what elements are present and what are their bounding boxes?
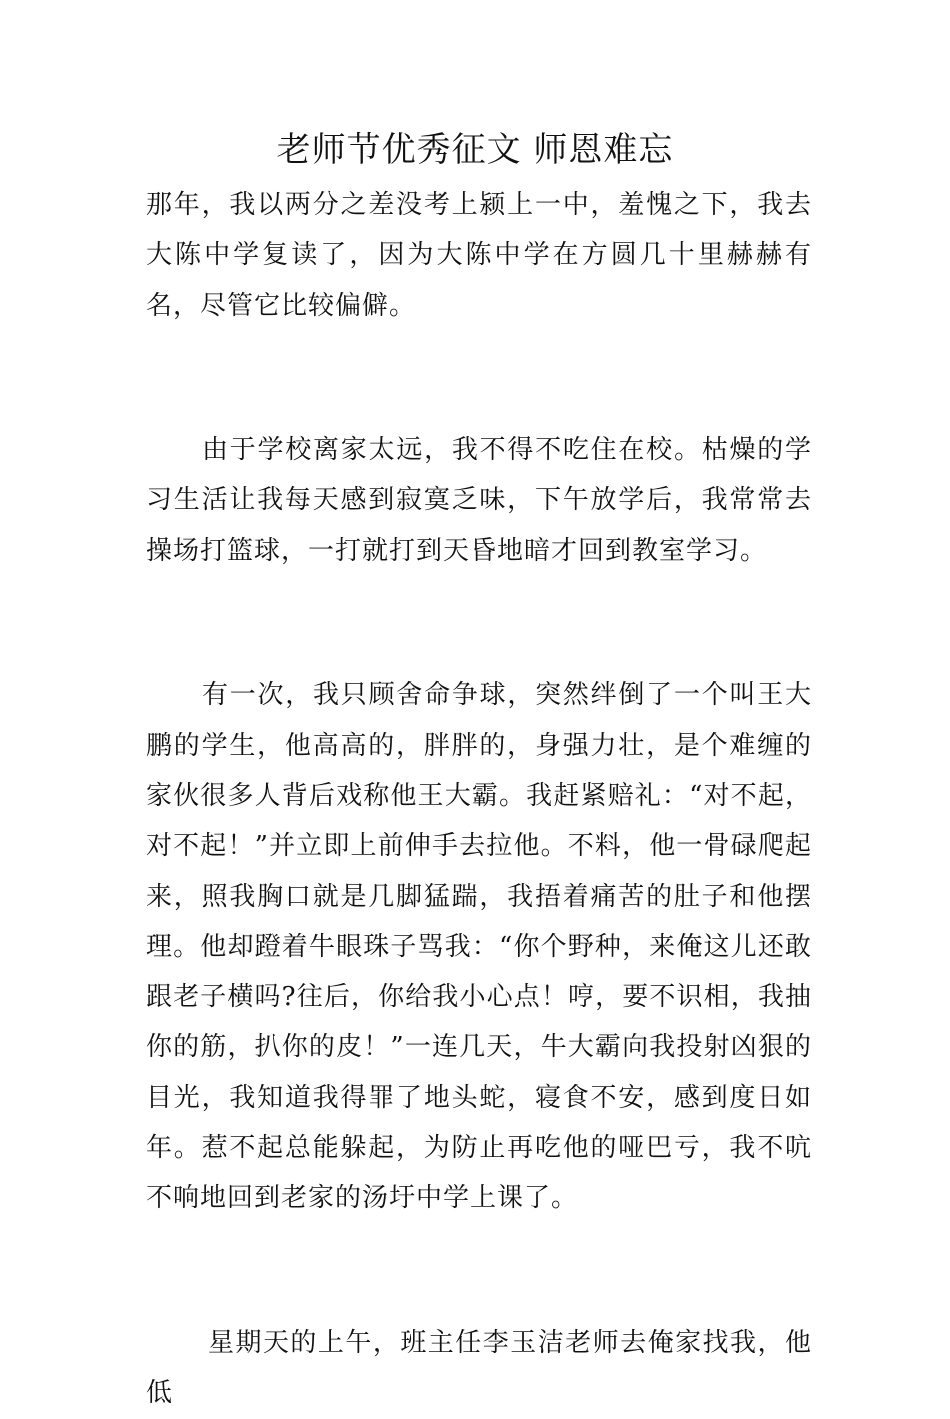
paragraph-gap	[146, 1268, 812, 1318]
paragraph-gap	[146, 375, 812, 425]
document-body	[146, 180, 812, 1419]
paragraph-2: 由于学校离家太远，我不得不吃住在校。枯燥的学习生活让我每天感到寂寞乏味，下午放学后，我常常去操场打篮球，一打就打到天昏地暗才回到教室学习。	[146, 435, 812, 566]
paragraph-3: 有一次，我只顾舍命争球，突然绊倒了一个叫王大鹏的学生，他高高的，胖胖的，身强力壮，是个难缠的家伙很多人背后戏称他王大霸。我赶紧赔礼：“对不起，对不起！”并立即上前伸手去拉他。不料，他一骨碌爬起来，照我胸口就是几脚猛踹，我捂着痛苦的肚子和他摆理。他却蹬着牛眼珠子骂我：“你个野种，来俺这儿还敢跟老子横吗?往后，你给我小心点！哼，要不识相，我抽你的筋，扒你的皮！”一连几天，牛大霸向我投射凶狠的目光，我知道我得罪了地头蛇，寝食不安，感到度日如年。惹不起总能躲起，为防止再吃他的哑巴亏，我不吭不响地回到老家的汤圩中学上课了。	[146, 680, 812, 1214]
paragraph-1: 那年，我以两分之差没考上颍上一中，羞愧之下，我去大陈中学复读了，因为大陈中学在方圆几十里赫赫有名，尽管它比较偏僻。	[146, 190, 812, 321]
paragraph-gap	[146, 620, 812, 670]
paragraph-4: 星期天的上午，班主任李玉洁老师去俺家找我，他低	[146, 1327, 812, 1409]
document-title: 老师节优秀征文 师恩难忘	[276, 130, 674, 170]
